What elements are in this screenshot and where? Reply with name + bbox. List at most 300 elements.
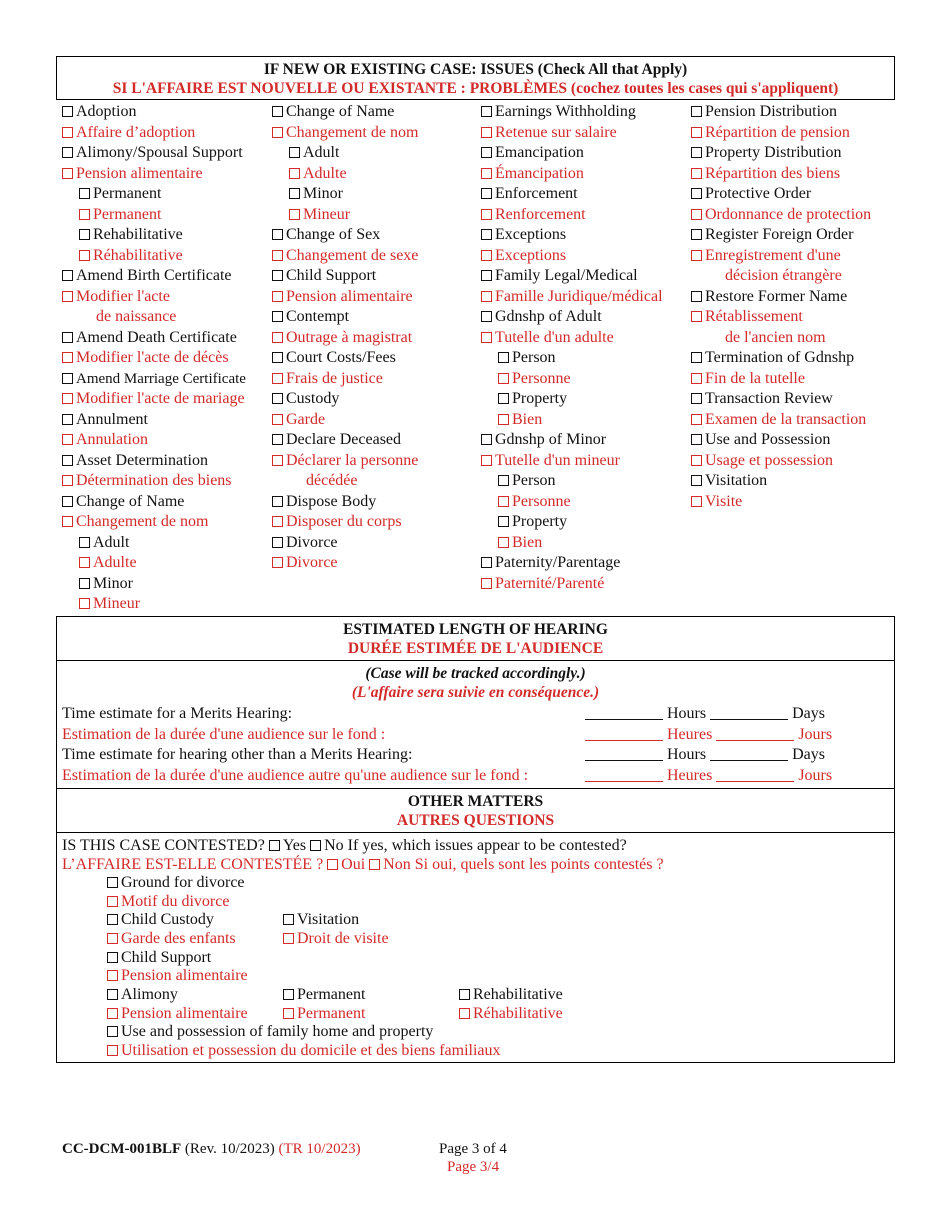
issue-item[interactable]: [691, 451, 833, 471]
issue-item[interactable]: [498, 471, 556, 491]
issue-item[interactable]: [272, 102, 394, 122]
issue-item[interactable]: [79, 594, 140, 614]
issue-item[interactable]: [691, 430, 830, 450]
issue-checkbox[interactable]: [62, 475, 73, 486]
merits-label-en: Time estimate for a Merits Hearing:: [62, 705, 293, 722]
issue-checkbox[interactable]: [272, 270, 283, 281]
issue-checkbox[interactable]: [289, 147, 300, 158]
issue-item[interactable]: [691, 287, 847, 307]
issue-item[interactable]: [691, 164, 840, 184]
issue-item[interactable]: [272, 553, 338, 573]
issue-item[interactable]: [289, 184, 343, 204]
issue-checkbox[interactable]: [272, 229, 283, 240]
issue-label: Restore Former Name: [705, 287, 848, 305]
hearing-title-fr: DURÉE ESTIMÉE DE L'AUDIENCE: [347, 640, 604, 657]
droit-visite-checkbox[interactable]: [283, 933, 294, 944]
issue-item[interactable]: [691, 410, 866, 430]
issue-item[interactable]: [62, 143, 243, 163]
issue-item[interactable]: [62, 471, 232, 491]
issue-item[interactable]: [691, 205, 871, 225]
issue-item[interactable]: [691, 225, 853, 245]
issue-item[interactable]: [79, 246, 183, 266]
issue-item: [725, 328, 826, 348]
issue-item[interactable]: [272, 451, 418, 471]
issue-label: Amend Birth Certificate: [76, 267, 232, 284]
non-checkbox[interactable]: [369, 859, 380, 870]
issue-item[interactable]: [481, 205, 586, 225]
issue-checkbox[interactable]: [691, 434, 702, 445]
issue-checkbox[interactable]: [691, 291, 702, 302]
issue-checkbox[interactable]: [498, 414, 509, 425]
issue-item[interactable]: [62, 410, 148, 430]
issue-item[interactable]: [481, 246, 566, 266]
heures-label: Heures: [667, 726, 713, 743]
issue-checkbox[interactable]: [62, 373, 73, 384]
issue-checkbox[interactable]: [481, 270, 492, 281]
other-jours-field[interactable]: [716, 767, 794, 782]
use-possession-en: [107, 1022, 433, 1042]
issue-item[interactable]: [62, 389, 245, 409]
issue-item[interactable]: [272, 512, 402, 532]
permanent-fr: [283, 1004, 365, 1024]
issue-checkbox[interactable]: [79, 537, 90, 548]
issue-checkbox[interactable]: [691, 147, 702, 158]
issue-checkbox[interactable]: [691, 455, 702, 466]
issue-label: Dispose Body: [286, 492, 377, 510]
issue-item: [306, 471, 358, 491]
issue-item[interactable]: [62, 102, 136, 122]
ground-label: Ground for divorce: [121, 874, 245, 891]
issue-checkbox[interactable]: [691, 168, 702, 179]
issue-item[interactable]: [272, 266, 376, 286]
issue-checkbox[interactable]: [62, 332, 73, 343]
issue-checkbox[interactable]: [481, 434, 492, 445]
issue-item[interactable]: [272, 328, 412, 348]
issue-checkbox[interactable]: [691, 209, 702, 220]
other-header-box: [56, 788, 895, 833]
issue-checkbox[interactable]: [79, 598, 90, 609]
issue-item[interactable]: [272, 410, 325, 430]
issue-checkbox[interactable]: [62, 434, 73, 445]
issue-label: Termination of Gdnshp: [705, 349, 855, 366]
issue-item[interactable]: [79, 205, 161, 225]
issue-label: Détermination des biens: [76, 472, 232, 489]
issue-checkbox[interactable]: [79, 188, 90, 199]
issue-item[interactable]: [691, 348, 854, 368]
issue-label: Amend Death Certificate: [76, 328, 237, 346]
issue-checkbox[interactable]: [481, 557, 492, 568]
issue-item[interactable]: [691, 143, 841, 163]
issue-label: de l'ancien nom: [725, 328, 826, 346]
issue-item[interactable]: [272, 123, 418, 143]
issue-checkbox[interactable]: [481, 168, 492, 179]
issue-checkbox[interactable]: [691, 311, 702, 322]
form-id-line: [62, 1141, 361, 1158]
issue-checkbox[interactable]: [272, 373, 283, 384]
issue-item[interactable]: [498, 348, 556, 368]
issue-label: Visite: [705, 492, 743, 510]
issue-checkbox[interactable]: [481, 250, 492, 261]
issue-checkbox[interactable]: [272, 516, 283, 527]
issue-item[interactable]: [272, 348, 396, 368]
issue-label: Mineur: [93, 595, 141, 612]
issue-label: Exceptions: [495, 226, 567, 243]
other-time-fr: [585, 766, 832, 786]
issue-checkbox[interactable]: [481, 229, 492, 240]
issue-checkbox[interactable]: [272, 352, 283, 363]
issue-item[interactable]: [62, 348, 229, 368]
issue-item[interactable]: [691, 307, 803, 327]
issue-checkbox[interactable]: [691, 127, 702, 138]
other-title-fr: AUTRES QUESTIONS: [396, 812, 555, 829]
utilisation-checkbox[interactable]: [107, 1045, 118, 1056]
issue-checkbox[interactable]: [272, 127, 283, 138]
jours-label: Jours: [798, 726, 833, 743]
issue-checkbox[interactable]: [498, 352, 509, 363]
issue-item[interactable]: [79, 184, 161, 204]
droit-visite-label: Droit de visite: [297, 930, 389, 947]
issue-label: Divorce: [286, 533, 338, 551]
issue-label: Change of Name: [76, 492, 185, 510]
issue-item[interactable]: [481, 328, 614, 348]
issue-item[interactable]: [79, 553, 137, 573]
issue-item[interactable]: [481, 184, 578, 204]
issue-item[interactable]: [691, 184, 811, 204]
issue-checkbox[interactable]: [498, 537, 509, 548]
issue-label: Enforcement: [495, 185, 578, 202]
issue-checkbox[interactable]: [62, 147, 73, 158]
issue-checkbox[interactable]: [498, 393, 509, 404]
issue-checkbox[interactable]: [481, 106, 492, 117]
issue-item[interactable]: [481, 451, 620, 471]
issue-item[interactable]: [79, 225, 183, 245]
issue-item[interactable]: [62, 492, 184, 512]
issue-checkbox[interactable]: [481, 291, 492, 302]
alimony-label: Alimony: [121, 986, 178, 1003]
custody-checkbox[interactable]: [107, 914, 118, 925]
issue-item[interactable]: [79, 533, 129, 553]
issue-checkbox[interactable]: [272, 311, 283, 322]
issue-checkbox[interactable]: [79, 250, 90, 261]
issue-item[interactable]: [481, 553, 620, 573]
other-time-en: [585, 745, 825, 765]
visitation-checkbox[interactable]: [283, 914, 294, 925]
issue-item[interactable]: [498, 533, 542, 553]
issue-label: Permanent: [93, 205, 162, 223]
issue-item[interactable]: [691, 471, 767, 491]
heures-label: Heures: [667, 767, 713, 784]
issue-checkbox[interactable]: [272, 455, 283, 466]
issue-label: Rétablissement: [705, 308, 803, 325]
issue-checkbox[interactable]: [691, 250, 702, 261]
no-checkbox[interactable]: [310, 840, 321, 851]
issue-checkbox[interactable]: [289, 188, 300, 199]
issue-label: Divorce: [286, 554, 338, 571]
issue-label: Declare Deceased: [286, 431, 402, 448]
issue-checkbox[interactable]: [691, 352, 702, 363]
issue-checkbox[interactable]: [691, 188, 702, 199]
issue-checkbox[interactable]: [498, 475, 509, 486]
issue-label: Pension alimentaire: [76, 164, 203, 182]
issue-item[interactable]: [272, 246, 418, 266]
oui-checkbox[interactable]: [327, 859, 338, 870]
issue-item[interactable]: [272, 389, 339, 409]
issue-checkbox[interactable]: [481, 311, 492, 322]
issue-label: Contempt: [286, 308, 350, 325]
merits-hours-field[interactable]: [585, 705, 663, 720]
issue-checkbox[interactable]: [79, 209, 90, 220]
other-heures-field[interactable]: [585, 767, 663, 782]
issue-item: [725, 266, 842, 286]
issue-checkbox[interactable]: [272, 250, 283, 261]
issue-checkbox[interactable]: [481, 332, 492, 343]
form-translation: (TR 10/2023): [278, 1141, 361, 1157]
issue-checkbox[interactable]: [481, 127, 492, 138]
issue-checkbox[interactable]: [79, 557, 90, 568]
issue-checkbox[interactable]: [62, 393, 73, 404]
issue-label: Rehabilitative: [93, 226, 183, 243]
issue-item[interactable]: [691, 246, 841, 266]
issue-checkbox[interactable]: [62, 352, 73, 363]
issue-item[interactable]: [272, 307, 349, 327]
ground-en: [107, 873, 245, 893]
issue-checkbox[interactable]: [691, 414, 702, 425]
issue-label: Modifier l'acte: [76, 287, 170, 305]
issue-item[interactable]: [481, 102, 636, 122]
issue-item[interactable]: [498, 492, 571, 512]
other-days-field[interactable]: [710, 746, 788, 761]
issue-checkbox[interactable]: [272, 332, 283, 343]
issue-item[interactable]: [62, 266, 232, 286]
issue-item[interactable]: [62, 512, 208, 532]
issue-checkbox[interactable]: [272, 106, 283, 117]
issue-item[interactable]: [62, 369, 246, 389]
issue-label: Changement de nom: [286, 123, 419, 141]
merits-jours-field[interactable]: [716, 726, 794, 741]
issue-checkbox[interactable]: [498, 516, 509, 527]
issue-label: Enregistrement d'une: [705, 246, 841, 264]
issue-item[interactable]: [272, 369, 383, 389]
issue-item[interactable]: [272, 287, 413, 307]
issue-label: Adult: [303, 144, 340, 161]
issue-checkbox[interactable]: [498, 496, 509, 507]
issue-checkbox[interactable]: [691, 393, 702, 404]
issue-checkbox[interactable]: [62, 414, 73, 425]
pension-alim-checkbox[interactable]: [107, 1008, 118, 1019]
visitation-fr: [283, 929, 389, 949]
issue-item[interactable]: [62, 287, 170, 307]
issue-label: Minor: [93, 574, 133, 592]
other-hearing-label-fr: Estimation de la durée d'une audience autre qu'une audience sur le fond :: [62, 767, 529, 784]
issue-checkbox[interactable]: [62, 106, 73, 117]
issue-label: Minor: [303, 185, 343, 202]
issue-label: Property Distribution: [705, 144, 842, 161]
rehab-fr-checkbox[interactable]: [459, 1008, 470, 1019]
days-label: Days: [792, 746, 825, 763]
issue-checkbox[interactable]: [62, 455, 73, 466]
issue-label: décision étrangère: [725, 267, 842, 284]
issue-item[interactable]: [481, 143, 584, 163]
issue-label: Register Foreign Order: [705, 226, 854, 243]
no-label: No If yes, which issues appear to be contested?: [324, 837, 627, 854]
issue-label: Répartition des biens: [705, 164, 841, 182]
issue-checkbox[interactable]: [62, 127, 73, 138]
issue-label: Adulte: [303, 164, 347, 182]
support-en: [107, 948, 211, 968]
issue-item: [96, 307, 176, 327]
issue-item[interactable]: [691, 369, 805, 389]
issue-item[interactable]: [498, 369, 571, 389]
issue-checkbox[interactable]: [62, 291, 73, 302]
use-possession-checkbox[interactable]: [107, 1026, 118, 1037]
issue-label: Bien: [512, 410, 543, 428]
custody-en: [107, 910, 214, 930]
issue-checkbox[interactable]: [272, 414, 283, 425]
issue-checkbox[interactable]: [289, 209, 300, 220]
issue-label: Earnings Withholding: [495, 103, 636, 120]
issue-item[interactable]: [289, 164, 347, 184]
issue-checkbox[interactable]: [691, 229, 702, 240]
garde-checkbox[interactable]: [107, 933, 118, 944]
issue-checkbox[interactable]: [272, 496, 283, 507]
issues-title-fr: SI L'AFFAIRE EST NOUVELLE OU EXISTANTE : PROBLÈMES (cochez toutes les cases qui s'appliquent): [112, 80, 839, 97]
motif-checkbox[interactable]: [107, 896, 118, 907]
issue-item[interactable]: [272, 225, 380, 245]
issue-checkbox[interactable]: [691, 496, 702, 507]
issue-checkbox[interactable]: [691, 475, 702, 486]
permanent-fr-label: Permanent: [297, 1005, 366, 1022]
issue-item[interactable]: [481, 307, 602, 327]
issue-item[interactable]: [289, 205, 350, 225]
issue-item[interactable]: [481, 225, 566, 245]
issue-item[interactable]: [691, 102, 837, 122]
hours-label: Hours: [667, 705, 707, 722]
issue-checkbox[interactable]: [79, 578, 90, 589]
issue-label: Gdnshp of Adult: [495, 308, 602, 325]
issue-item[interactable]: [691, 389, 833, 409]
pension-alim-label: Pension alimentaire: [121, 1005, 248, 1022]
issue-item[interactable]: [498, 389, 567, 409]
issue-item[interactable]: [79, 574, 133, 594]
issue-item[interactable]: [481, 266, 638, 286]
utilisation-label: Utilisation et possession du domicile et des biens familiaux: [121, 1042, 501, 1059]
other-hours-field[interactable]: [585, 746, 663, 761]
contested-q-text-fr: L’AFFAIRE EST-ELLE CONTESTÉE ?: [62, 856, 324, 873]
use-possession-label: Use and possession of family home and property: [121, 1023, 434, 1040]
issue-item[interactable]: [62, 430, 148, 450]
issue-label: Emancipation: [495, 144, 584, 161]
alimony-fr: [107, 1004, 248, 1024]
issue-checkbox[interactable]: [481, 188, 492, 199]
rehab-fr: [459, 1004, 563, 1024]
issue-checkbox[interactable]: [481, 455, 492, 466]
issue-label: Annulment: [76, 410, 148, 428]
rehab-checkbox[interactable]: [459, 989, 470, 1000]
ground-checkbox[interactable]: [107, 877, 118, 888]
issue-checkbox[interactable]: [62, 496, 73, 507]
issue-checkbox[interactable]: [481, 147, 492, 158]
issue-checkbox[interactable]: [62, 168, 73, 179]
issue-label: Adulte: [93, 554, 137, 571]
issue-checkbox[interactable]: [272, 291, 283, 302]
issue-label: Pension alimentaire: [286, 287, 413, 305]
issue-item[interactable]: [481, 123, 617, 143]
issue-item[interactable]: [272, 492, 376, 512]
issue-label: Change of Sex: [286, 226, 381, 243]
merits-heures-field[interactable]: [585, 726, 663, 741]
issue-label: décédée: [306, 472, 358, 489]
issue-item[interactable]: [289, 143, 339, 163]
issue-label: Permanent: [93, 185, 162, 202]
issue-label: Paternité/Parenté: [495, 574, 605, 592]
issues-header-box: [56, 56, 895, 100]
issues-title-en: IF NEW OR EXISTING CASE: ISSUES (Check All that Apply): [263, 61, 688, 78]
issue-checkbox[interactable]: [62, 270, 73, 281]
use-possession-fr: [107, 1041, 501, 1061]
merits-time-en: [585, 704, 825, 724]
issue-label: Visitation: [705, 472, 768, 489]
issue-checkbox[interactable]: [289, 168, 300, 179]
issue-label: Change of Name: [286, 103, 395, 120]
issue-checkbox[interactable]: [481, 209, 492, 220]
issue-checkbox[interactable]: [691, 106, 702, 117]
issue-item[interactable]: [481, 430, 606, 450]
issue-item[interactable]: [498, 410, 542, 430]
yes-checkbox[interactable]: [269, 840, 280, 851]
issue-item[interactable]: [691, 492, 742, 512]
issue-checkbox[interactable]: [481, 578, 492, 589]
issue-checkbox[interactable]: [79, 229, 90, 240]
support-checkbox[interactable]: [107, 952, 118, 963]
issue-checkbox[interactable]: [691, 373, 702, 384]
issue-item[interactable]: [272, 430, 401, 450]
permanent-fr-checkbox[interactable]: [283, 1008, 294, 1019]
issue-item[interactable]: [481, 574, 604, 594]
issue-item[interactable]: [62, 451, 208, 471]
garde-label: Garde des enfants: [121, 930, 236, 947]
issue-checkbox[interactable]: [498, 373, 509, 384]
issue-item[interactable]: [62, 328, 237, 348]
issue-item[interactable]: [62, 164, 203, 184]
hearing-note-en: (Case will be tracked accordingly.): [365, 665, 586, 682]
issue-item[interactable]: [62, 123, 195, 143]
issue-item[interactable]: [691, 123, 850, 143]
issue-label: Émancipation: [495, 164, 584, 182]
contested-question-fr: [62, 855, 664, 875]
issue-checkbox[interactable]: [272, 393, 283, 404]
issue-item[interactable]: [481, 287, 663, 307]
yes-label: Yes: [282, 837, 307, 854]
permanent-checkbox[interactable]: [283, 989, 294, 1000]
issue-checkbox[interactable]: [272, 434, 283, 445]
issue-checkbox[interactable]: [62, 516, 73, 527]
custody-fr: [107, 929, 236, 949]
hearing-note-fr: (L'affaire sera suivie en conséquence.): [351, 684, 600, 701]
issue-label: Répartition de pension: [705, 123, 850, 141]
hours-label: Hours: [667, 746, 707, 763]
issue-checkbox[interactable]: [272, 557, 283, 568]
issue-label: Renforcement: [495, 205, 586, 223]
days-label: Days: [792, 705, 825, 722]
alimony-checkbox[interactable]: [107, 989, 118, 1000]
merits-days-field[interactable]: [710, 705, 788, 720]
issue-item[interactable]: [272, 533, 338, 553]
visitation-label: Visitation: [297, 911, 360, 928]
issue-item[interactable]: [498, 512, 567, 532]
issue-checkbox[interactable]: [272, 537, 283, 548]
pension-checkbox[interactable]: [107, 970, 118, 981]
issue-item[interactable]: [481, 164, 584, 184]
